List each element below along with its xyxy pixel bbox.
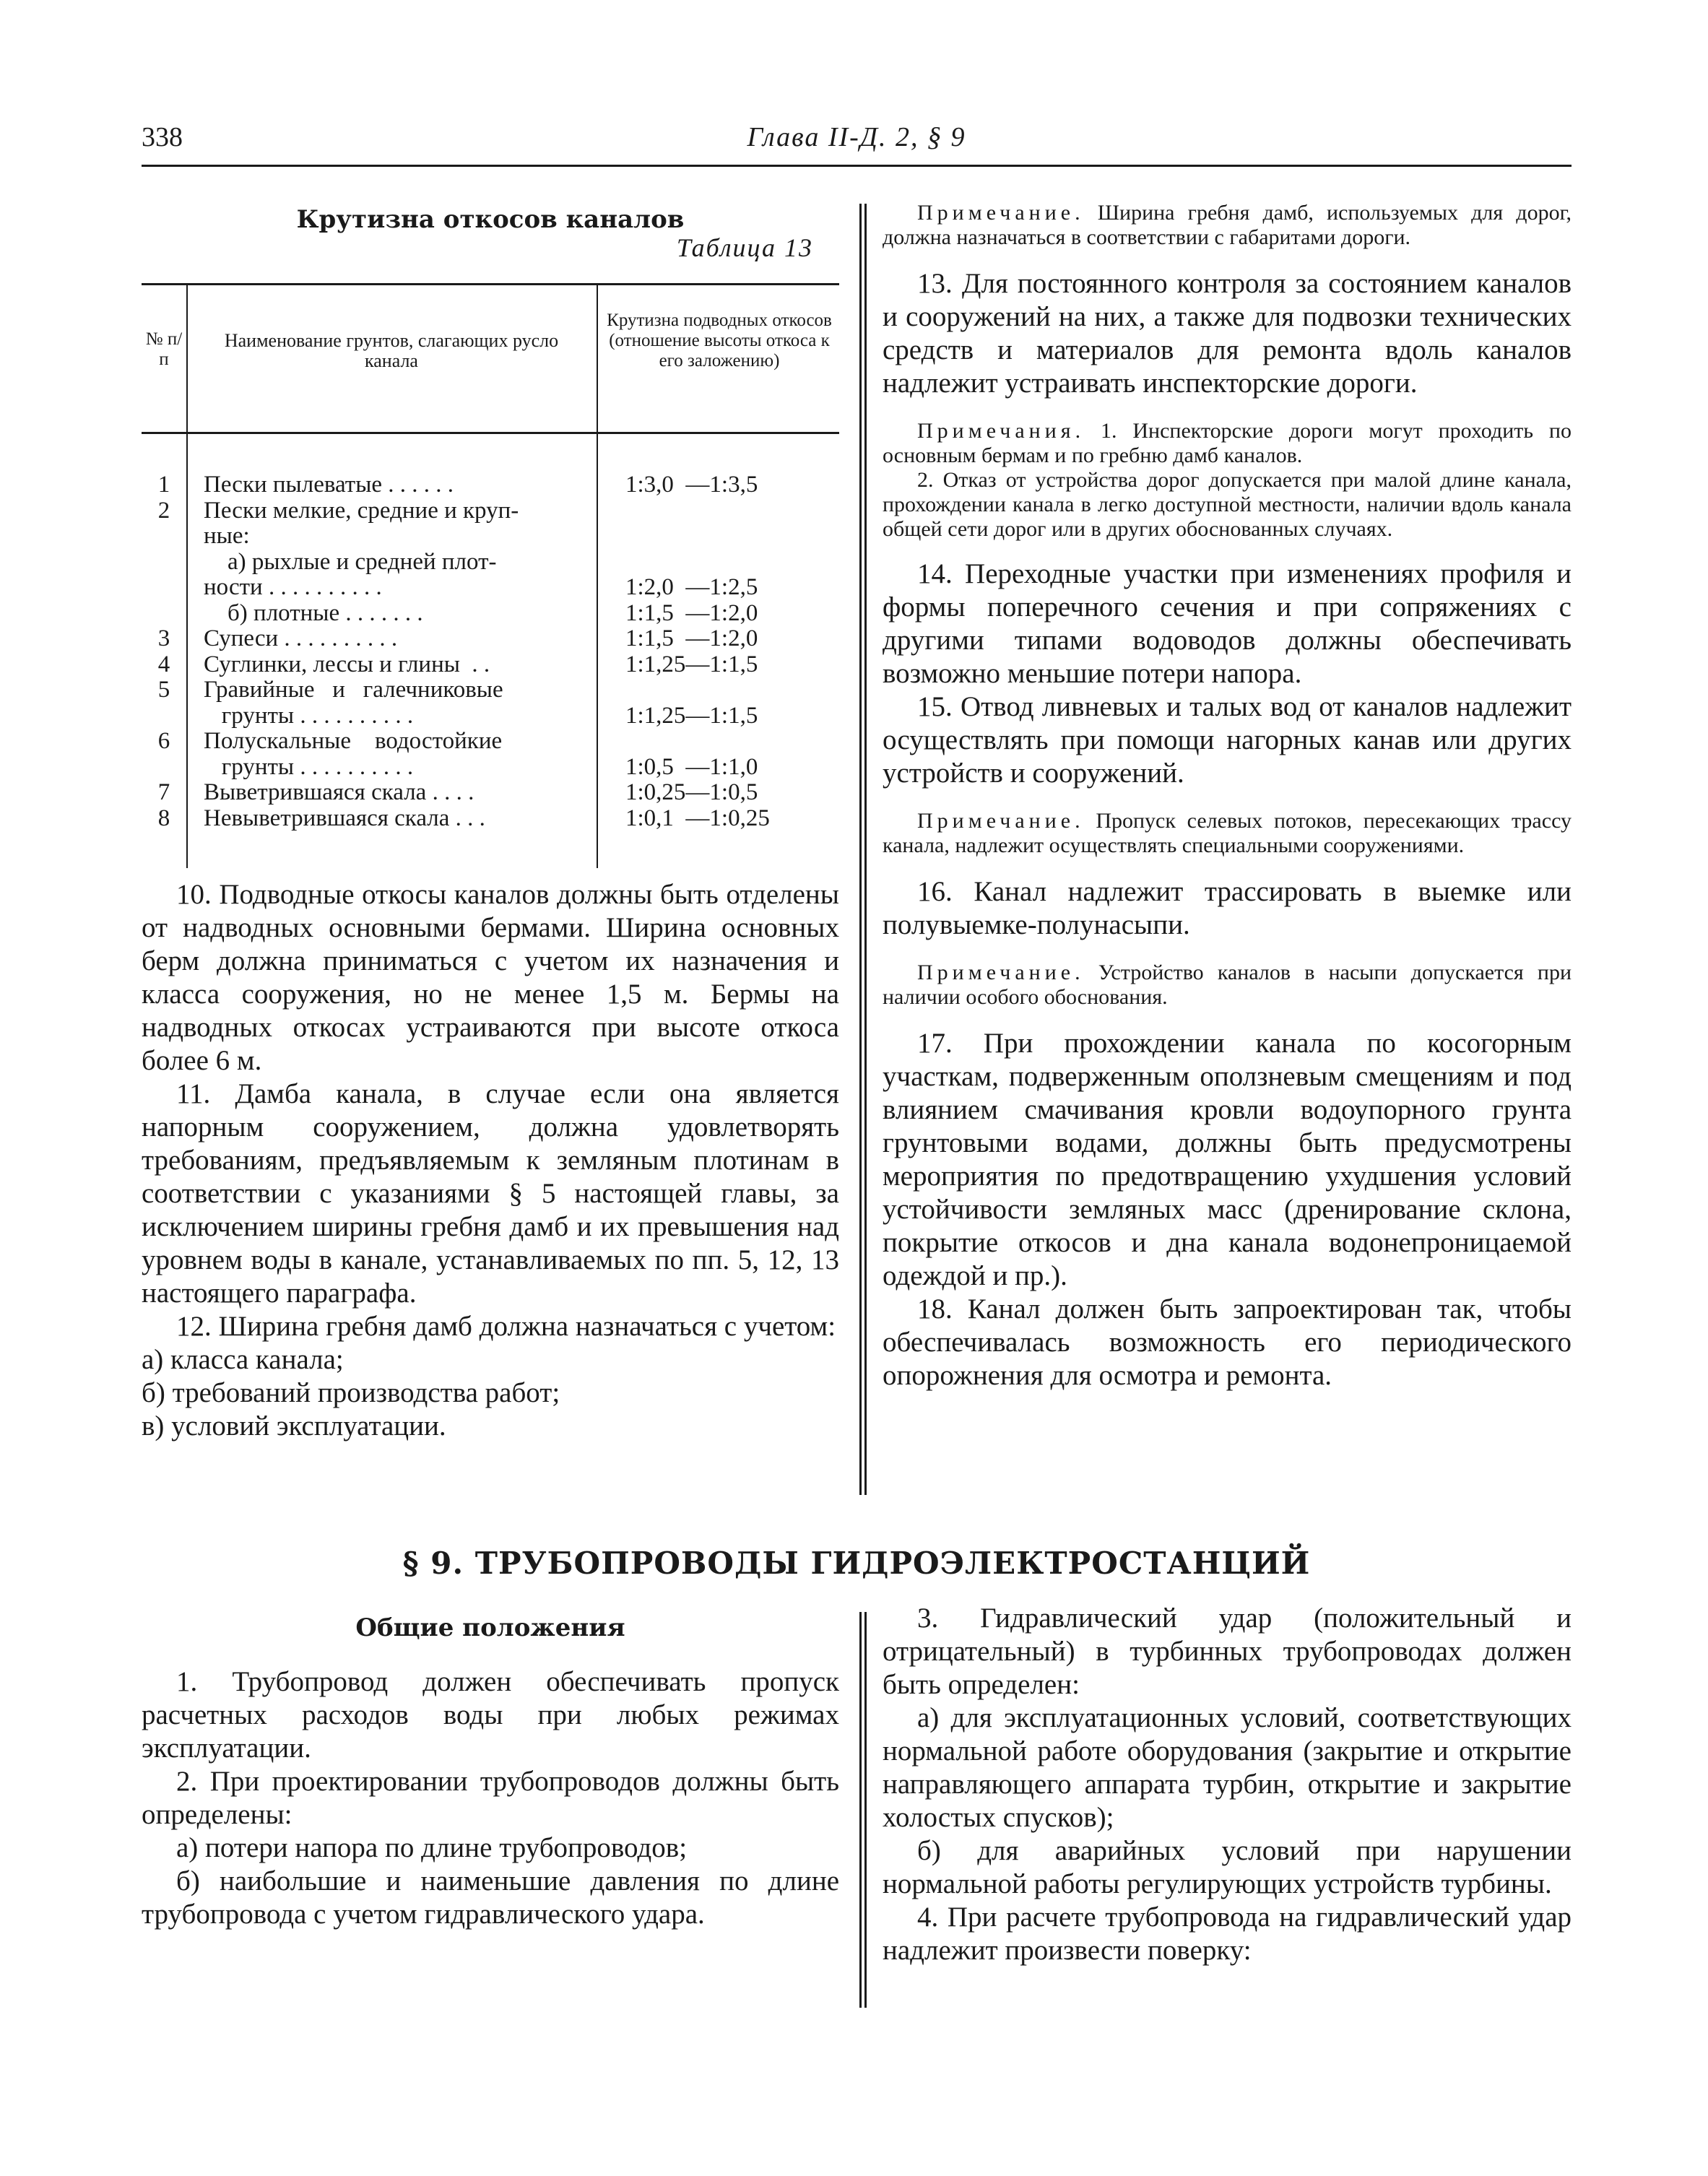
note-2-text-2: 2. Отказ от устройства дорог допускается при малой длине канала, прохождении канала в легко доступной местности, наличии вдоль канала общей сети дорог или в других обоснованных случаях. bbox=[883, 468, 1572, 541]
table-cell-num: 5 bbox=[157, 677, 170, 703]
note-2-label: Примечания. bbox=[917, 419, 1085, 443]
table-cell-name: Суглинки, лессы и глины . . bbox=[204, 651, 490, 677]
table-cell-slope: 1:1,5 —1:2,0 bbox=[625, 599, 758, 626]
table-cell-slope: 1:1,25—1:1,5 bbox=[625, 651, 758, 677]
section-paragraph-3b: б) для аварийных условий при нарушении нормальной работы регулирующих устройств турбины. bbox=[883, 1835, 1572, 1899]
paragraph-12c: в) условий эксплуатации. bbox=[142, 1410, 446, 1442]
note-3-text: Пропуск селевых потоков, пересекающих трассу канала, надлежит осуществлять специальными сооружениями. bbox=[883, 809, 1572, 857]
table-cell-name: а) рыхлые и средней плот- bbox=[204, 548, 497, 575]
table-col-rule-1 bbox=[186, 283, 188, 868]
paragraph-12a: а) класса канала; bbox=[142, 1344, 344, 1375]
page-header bbox=[142, 121, 1572, 167]
table-cell-name: ные: bbox=[204, 523, 250, 549]
table-col-rule-2 bbox=[597, 283, 598, 868]
table-header-name: Наименование грунтов, слагающих русло канала bbox=[224, 330, 559, 371]
paragraph-13-block bbox=[883, 267, 1572, 400]
page-number: 338 bbox=[142, 122, 183, 152]
paragraphs-14-15 bbox=[883, 558, 1572, 790]
section-subtitle: Общие положения bbox=[355, 1613, 625, 1642]
paragraphs-17-18 bbox=[883, 1027, 1572, 1392]
table-cell-num: 3 bbox=[157, 625, 170, 651]
running-head: Глава II-Д. 2, § 9 bbox=[747, 122, 966, 152]
note-1-text: Ширина гребня дамб, используемых для дорог, должна назначаться в соответствии с габаритами дороги. bbox=[883, 201, 1572, 249]
note-4-label: Примечание. bbox=[917, 961, 1085, 984]
table-cell-name: Пески мелкие, средние и круп- bbox=[204, 497, 519, 524]
table-cell-name: грунты . . . . . . . . . . bbox=[204, 702, 414, 729]
table-cell-slope: 1:1,5 —1:2,0 bbox=[625, 625, 758, 651]
paragraph-14: 14. Переходные участки при изменениях профиля и формы поперечного сечения и при сопряжениях с другими типами водоводов должны обеспечивать возможно меньшие потери напора. bbox=[883, 558, 1572, 689]
table-cell-num: 8 bbox=[157, 805, 170, 831]
table-cell-name: Пески пылеватые . . . . . . bbox=[204, 472, 454, 498]
note-4 bbox=[883, 961, 1572, 1010]
right-column-text bbox=[883, 201, 1572, 1392]
table-cell-name: ности . . . . . . . . . . bbox=[204, 574, 382, 600]
note-2 bbox=[883, 419, 1572, 542]
table-cell-name: Выветрившаяся скала . . . . bbox=[204, 779, 474, 805]
table-title: Крутизна откосов каналов bbox=[296, 205, 685, 234]
section-paragraph-1: 1. Трубопровод должен обеспечивать пропуск расчетных расходов воды при любых режимах эксплуатации. bbox=[142, 1666, 839, 1764]
table-cell-name: б) плотные . . . . . . . bbox=[204, 599, 423, 626]
section-paragraph-2b: б) наибольшие и наименьшие давления по длине трубопровода с учетом гидравлического удара. bbox=[142, 1865, 839, 1930]
table-cell-slope: 1:1,25—1:1,5 bbox=[625, 702, 758, 729]
table-cell-name: Гравийные и галечниковые bbox=[204, 677, 503, 703]
table-top-rule bbox=[142, 283, 839, 285]
table-cell-name: грунты . . . . . . . . . . bbox=[204, 753, 414, 780]
section-right-text bbox=[883, 1602, 1572, 1967]
table-header-rule bbox=[142, 432, 839, 434]
note-4-text: Устройство каналов в насыпи допускается при наличии особого обоснования. bbox=[883, 961, 1572, 1009]
note-2-text-1: 1. Инспекторские дороги могут проходить по основным бермам и по гребню дамб каналов. bbox=[883, 419, 1572, 467]
table-cell-num: 6 bbox=[157, 728, 170, 754]
section-paragraph-2a: а) потери напора по длине трубопроводов; bbox=[176, 1832, 688, 1863]
paragraph-15: 15. Отвод ливневых и талых вод от каналов надлежит осуществлять при помощи нагорных канав или других устройств и сооружений. bbox=[883, 691, 1572, 789]
section-paragraph-2: 2. При проектировании трубопроводов должны быть определены: bbox=[142, 1766, 839, 1830]
paragraph-16: 16. Канал надлежит трассировать в выемке или полувыемке-полунасыпи. bbox=[883, 876, 1572, 940]
section-paragraph-3: 3. Гидравлический удар (положительный и отрицательный) в турбинных трубопроводах должен быть определен: bbox=[883, 1603, 1572, 1700]
table-header-num: № п/п bbox=[145, 329, 183, 369]
table-cell-num: 1 bbox=[157, 472, 170, 498]
section-left-text bbox=[142, 1665, 839, 1931]
table-header-slope: Крутизна подводных откосов (отношение высоты откоса к его заложению) bbox=[607, 311, 832, 370]
section-paragraph-4: 4. При расчете трубопровода на гидравлический удар надлежит произвести поверку: bbox=[883, 1902, 1572, 1966]
table-label: Таблица 13 bbox=[676, 233, 813, 262]
table-cell-num: 4 bbox=[157, 651, 170, 677]
note-3-label: Примечание. bbox=[917, 809, 1085, 833]
table-cell-name: Полускальные водостойкие bbox=[204, 728, 503, 754]
table-cell-name: Супеси . . . . . . . . . . bbox=[204, 625, 398, 651]
paragraph-17: 17. При прохождении канала по косогорным участкам, подверженным оползневым смещениям и под влиянием смачивания кровли водоупорного грунта грунтовыми водами, должны быть предусмотрены мероприятия по предотвращению ухудшения условий устойчивости земляных масс (дренирование склона, покрытие откосов и дна канала водонепроницаемой одеждой и пр.). bbox=[883, 1028, 1572, 1291]
paragraph-16-block bbox=[883, 875, 1572, 942]
paragraph-11: 11. Дамба канала, в случае если она является напорным сооружением, должна удовлетворять требованиям, предъявляемым к земляным плотинам в соответствии с указаниями § 5 настоящей главы, за исключением ширины гребня дамб и их превышения над уровнем воды в канале, устанавливаемых по пп. 5, 12, 13 настоящего параграфа. bbox=[142, 1078, 839, 1309]
note-1-label: Примечание. bbox=[917, 201, 1085, 225]
table-cell-num: 7 bbox=[157, 779, 170, 805]
table-cell-slope: 1:0,5 —1:1,0 bbox=[625, 753, 758, 780]
table-cell-slope: 1:0,25—1:0,5 bbox=[625, 779, 758, 805]
paragraph-12b: б) требований производства работ; bbox=[142, 1377, 560, 1408]
table-cell-slope: 1:3,0 —1:3,5 bbox=[625, 472, 758, 498]
table-cell-name: Невыветрившаяся скала . . . bbox=[204, 805, 485, 831]
note-3 bbox=[883, 809, 1572, 858]
section-title: § 9. ТРУБОПРОВОДЫ ГИДРОЭЛЕКТРОСТАНЦИЙ bbox=[402, 1546, 1311, 1581]
note-1 bbox=[883, 201, 1572, 250]
table-cell-slope: 1:0,1 —1:0,25 bbox=[625, 805, 770, 831]
column-divider bbox=[859, 204, 867, 1495]
table-cell-num: 2 bbox=[157, 497, 170, 524]
paragraph-10: 10. Подводные откосы каналов должны быть отделены от надводных основными бермами. Ширина основных берм должна приниматься с учетом их назначения и класса сооружения, но не менее 1,5 м. Бермы на надводных откосах устраиваются при высоте откоса более 6 м. bbox=[142, 879, 839, 1076]
section-paragraph-3a: а) для эксплуатационных условий, соответствующих нормальной работе оборудования (закрытие и открытие направляющего аппарата турбин, открытие и закрытие холостых спусков); bbox=[883, 1702, 1572, 1833]
left-column-text bbox=[142, 878, 839, 1443]
paragraph-18: 18. Канал должен быть запроектирован так, чтобы обеспечивалась возможность его периодического опорожнения для осмотра и ремонта. bbox=[883, 1293, 1572, 1391]
paragraph-12: 12. Ширина гребня дамб должна назначаться с учетом: bbox=[176, 1311, 836, 1342]
table-cell-slope: 1:2,0 —1:2,5 bbox=[625, 574, 758, 600]
paragraph-13: 13. Для постоянного контроля за состоянием каналов и сооружений на них, а также для подвозки технических средств и материалов для ремонта вдоль каналов надлежит устраивать инспекторские дороги. bbox=[883, 268, 1572, 399]
column-divider-section bbox=[859, 1612, 867, 2008]
